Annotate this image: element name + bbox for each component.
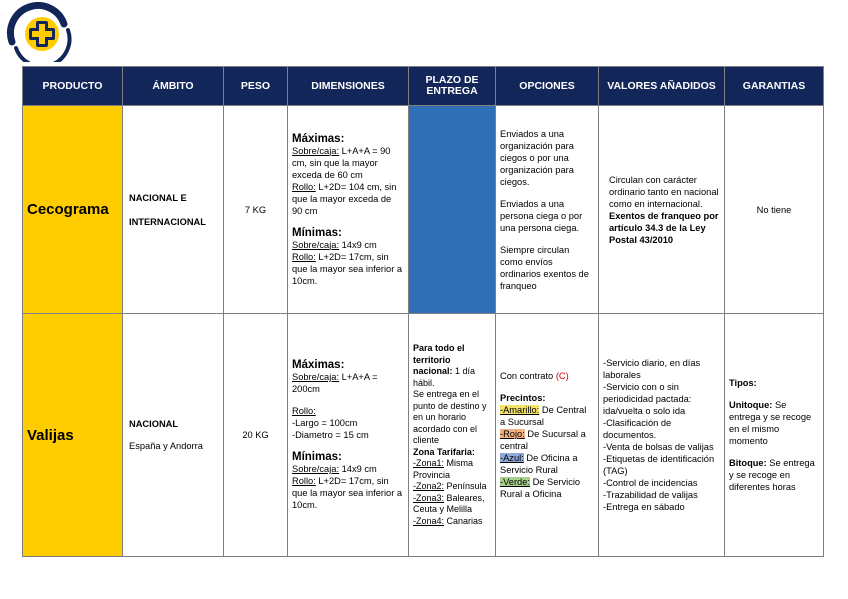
- seal-text: De Sucursal a central: [500, 429, 586, 451]
- added-value-item: -Etiquetas de identificación (TAG): [603, 454, 715, 476]
- delivery-text: 1 día hábil.: [413, 366, 476, 388]
- box-text: 14x9 cm: [339, 239, 377, 250]
- seal-label-yellow: -Amarillo:: [500, 405, 540, 415]
- guarantee-text: Se entrega y se recoge en diferentes horas: [729, 458, 815, 492]
- seals-title: Precintos:: [500, 393, 546, 403]
- zone-text: Península: [444, 481, 487, 491]
- seal-text: De Central a Sucursal: [500, 405, 587, 427]
- scope-line: INTERNACIONAL: [129, 216, 206, 227]
- roll-line: -Largo = 100cm: [292, 418, 358, 428]
- min-title: Mínimas:: [292, 451, 342, 463]
- dimensions-cell: [288, 106, 409, 314]
- delivery-cell-blank: [409, 106, 496, 314]
- guarantees-cell: [725, 314, 824, 557]
- options-cell: [496, 106, 599, 314]
- added-value-item: -Clasificación de documentos.: [603, 418, 672, 440]
- guarantees-cell: No tiene: [725, 106, 824, 314]
- header-opciones: OPCIONES: [496, 67, 599, 106]
- roll-label: Rollo:: [292, 476, 316, 486]
- guarantee-title: Tipos:: [729, 378, 757, 388]
- scope-title: NACIONAL: [129, 419, 179, 429]
- added-value-item: -Servicio con o sin periodicidad pactada: ida/vuelta o solo ida: [603, 382, 692, 416]
- added-values-bold: Exentos de franqueo por artículo 34.3 de la Ley Postal 43/2010: [609, 210, 719, 245]
- box-text: L+A+A = 200cm: [292, 372, 378, 394]
- delivery-text: Se entrega en el punto de destino y en un horario acordado con el cliente: [413, 389, 487, 445]
- box-label: Sobre/caja:: [292, 372, 340, 382]
- weight-cell: 20 KG: [224, 314, 288, 557]
- zone-text: Canarias: [444, 515, 483, 526]
- option-text: Enviados a una organización para ciegos o por una organización para ciegos.: [500, 128, 574, 187]
- zone-label: -Zona4:: [413, 515, 445, 526]
- zone-label: -Zona2:: [413, 481, 445, 491]
- options-cell: [496, 314, 599, 557]
- min-title: Mínimas:: [292, 226, 342, 239]
- header-garantias: GARANTIAS: [725, 67, 824, 106]
- roll-label: Rollo:: [292, 181, 316, 192]
- contract-mark: (C): [555, 371, 569, 381]
- header-plazo-entrega: PLAZO DE ENTREGA: [409, 67, 496, 106]
- products-table: [22, 66, 824, 557]
- roll-text: L+2D= 17cm, sin que la mayor sea inferior a 10cm.: [292, 251, 403, 286]
- table-row: [23, 106, 824, 314]
- added-value-item: -Entrega en sábado: [603, 502, 685, 512]
- added-value-item: -Servicio diario, en días laborales: [603, 358, 701, 380]
- contract-text: Con contrato: [500, 371, 556, 381]
- option-text: Enviados a una persona ciega o por una persona ciega.: [500, 198, 583, 233]
- seal-label-red: -Rojo:: [500, 429, 525, 439]
- box-label: Sobre/caja:: [292, 464, 340, 474]
- header-ambito: ÁMBITO: [123, 67, 224, 106]
- guarantee-type: Bitoque:: [729, 458, 767, 468]
- header-peso: PESO: [224, 67, 288, 106]
- roll-text: L+2D= 17cm, sin que la mayor sea inferior a 10cm.: [292, 476, 403, 510]
- added-values-text: Circulan con carácter ordinario tanto en nacional como en internacional.: [609, 174, 719, 209]
- scope-cell: [123, 314, 224, 557]
- added-value-item: -Venta de bolsas de valijas: [603, 442, 714, 452]
- added-value-item: -Control de incidencias: [603, 478, 698, 488]
- zones-title: Zona Tarifaria:: [413, 446, 475, 457]
- roll-label: Rollo:: [292, 251, 316, 262]
- box-text: L+A+A = 90 cm, sin que la mayor exceda de 60 cm: [292, 145, 391, 180]
- dimensions-cell: [288, 314, 409, 557]
- weight-cell: 7 KG: [224, 106, 288, 314]
- seal-label-blue: -Azul:: [500, 453, 524, 463]
- added-values-cell: [599, 106, 725, 314]
- scope-line: NACIONAL E: [129, 192, 187, 203]
- box-label: Sobre/caja:: [292, 145, 340, 156]
- seal-text: De Oficina a Servicio Rural: [500, 453, 578, 475]
- zone-text: Baleares, Ceuta y Melilla: [413, 492, 485, 514]
- delivery-cell: [409, 314, 496, 557]
- correos-logo: [2, 2, 86, 62]
- product-name: Cecograma: [23, 106, 123, 314]
- zone-label: -Zona3:: [413, 492, 445, 503]
- roll-text: L+2D= 104 cm, sin que la mayor exceda de 90 cm: [292, 181, 397, 216]
- zone-label: -Zona1:: [413, 458, 445, 468]
- added-values-cell: [599, 314, 725, 557]
- product-name: Valijas: [23, 314, 123, 557]
- max-title: Máximas:: [292, 359, 345, 371]
- box-label: Sobre/caja:: [292, 239, 340, 250]
- seal-text: De Servicio Rural a Oficina: [500, 477, 581, 499]
- header-producto: PRODUCTO: [23, 67, 123, 106]
- added-value-item: -Trazabilidad de valijas: [603, 490, 698, 500]
- zone-text: Misma Provincia: [413, 458, 474, 480]
- header-dimensiones: DIMENSIONES: [288, 67, 409, 106]
- seal-label-green: -Verde:: [500, 477, 530, 487]
- max-title: Máximas:: [292, 132, 345, 145]
- box-text: 14x9 cm: [339, 464, 377, 474]
- table-row: [23, 314, 824, 557]
- header-valores-anadidos: VALORES AÑADIDOS: [599, 67, 725, 106]
- scope-sub: España y Andorra: [129, 441, 203, 451]
- guarantee-text: Se entrega y se recoge en el mismo momento: [729, 400, 812, 446]
- header-row: [23, 67, 824, 106]
- option-text: Siempre circulan como envíos ordinarios exentos de franqueo: [500, 244, 589, 291]
- roll-label: Rollo:: [292, 406, 316, 416]
- scope-cell: [123, 106, 224, 314]
- roll-line: -Diametro = 15 cm: [292, 430, 369, 440]
- delivery-bold: Para todo el territorio nacional:: [413, 343, 465, 376]
- guarantee-type: Unitoque:: [729, 400, 773, 410]
